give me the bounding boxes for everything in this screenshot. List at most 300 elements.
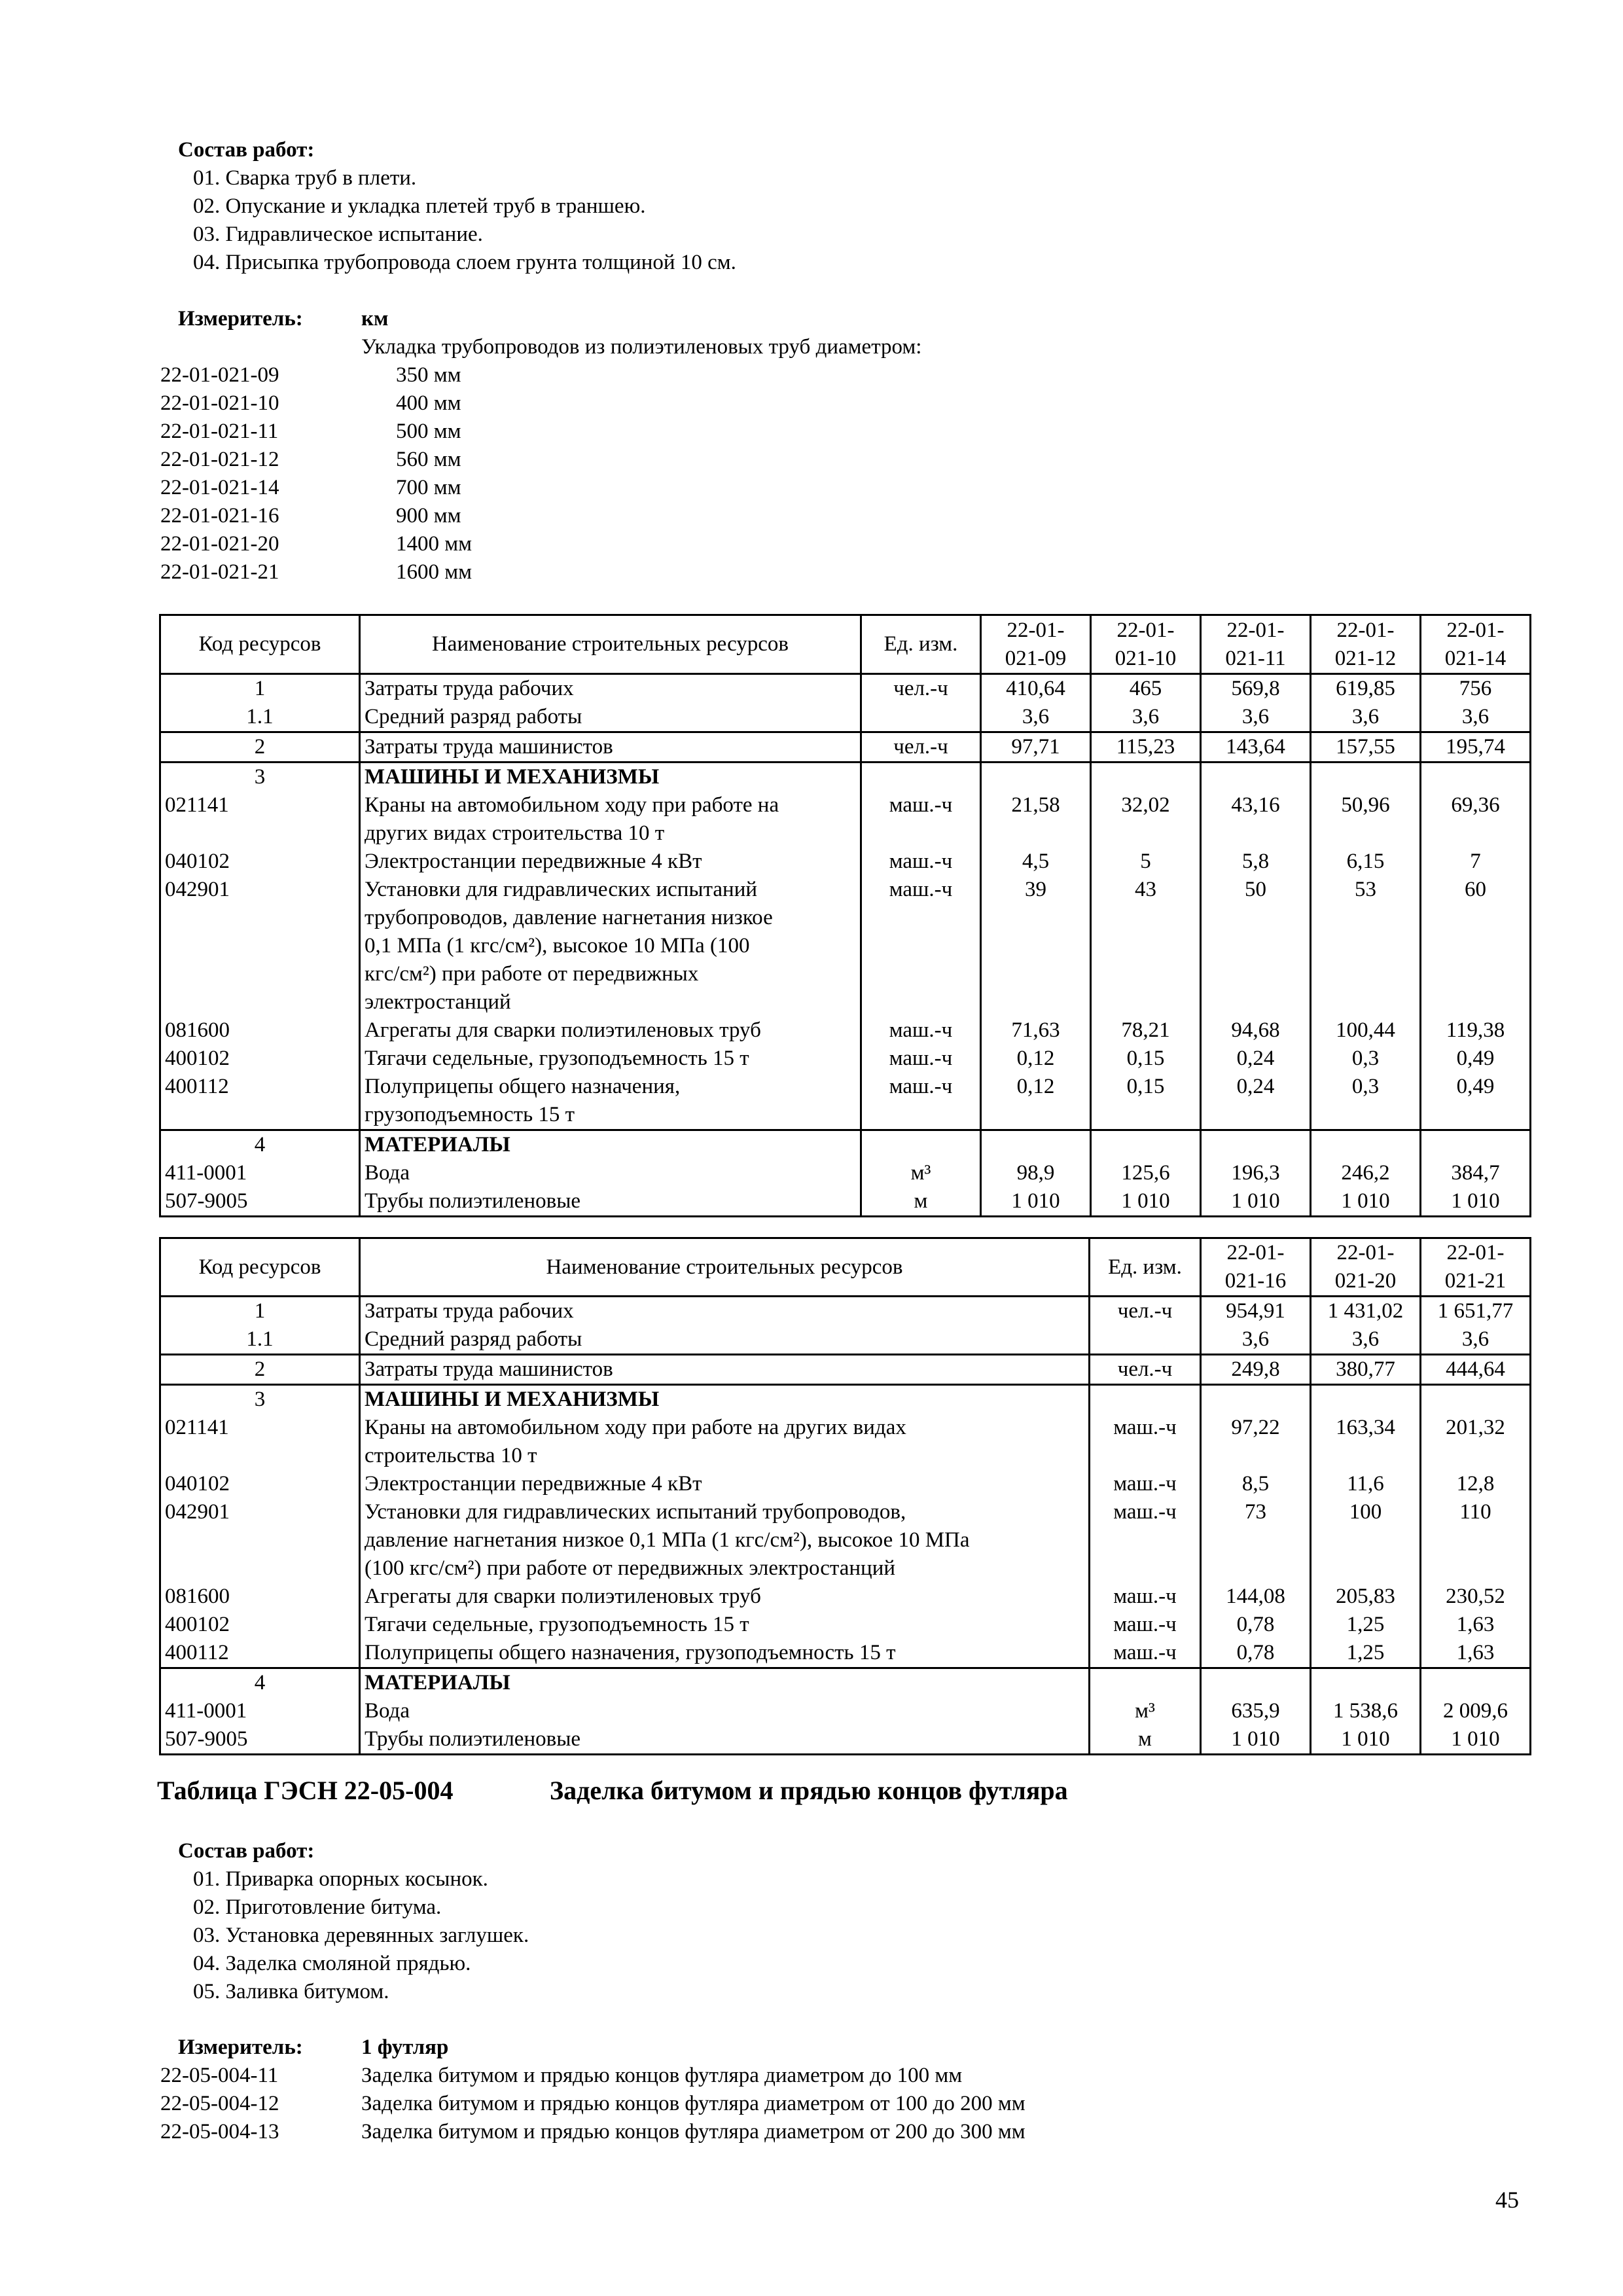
resource-value [1201, 762, 1311, 792]
resource-unit: маш.-ч [1090, 1611, 1201, 1639]
table-row [160, 1016, 1531, 1045]
resource-value: 0,78 [1201, 1639, 1311, 1668]
resource-value: 1 651,77 [1421, 1297, 1531, 1326]
resource-code: 2 [160, 1355, 360, 1385]
resource-value: 465 [1091, 674, 1201, 704]
resource-value [1201, 1130, 1311, 1160]
work-step: 04. Присыпка трубопровода слоем грунта толщиной 10 см. [193, 251, 736, 274]
resource-value: 32,02 [1091, 791, 1201, 848]
resource-name [360, 1725, 1090, 1755]
table-row [160, 1697, 1531, 1725]
resource-value: 97,71 [981, 732, 1091, 762]
header-code: Код ресурсов [160, 1238, 360, 1297]
resource-value: 1,25 [1311, 1639, 1421, 1668]
item-code: 22-05-004-13 [160, 2120, 279, 2144]
resource-name-line: Тягачи седельные, грузоподъемность 15 т [365, 1613, 749, 1636]
item-row [160, 530, 1535, 558]
resource-unit: маш.-ч [861, 1073, 981, 1130]
resource-name-line: Агрегаты для сварки полиэтиленовых труб [365, 1585, 761, 1608]
resource-value: 205,83 [1311, 1583, 1421, 1611]
resource-value: 1 010 [1201, 1725, 1311, 1755]
header-col: 22-01- 021-14 [1421, 615, 1531, 674]
item-code: 22-05-004-12 [160, 2092, 279, 2115]
works-list [160, 1865, 1535, 2006]
resource-name-line: Средний разряд работы [365, 705, 582, 728]
resource-unit: маш.-ч [1090, 1414, 1201, 1470]
resource-name-line: давление нагнетания низкое 0,1 МПа (1 кгс/см²), высокое 10 МПа [365, 1528, 970, 1552]
resource-unit [1090, 1325, 1201, 1355]
header-col: 22-01- 021-09 [981, 615, 1091, 674]
table-row [160, 1725, 1531, 1755]
resource-unit: чел.-ч [861, 732, 981, 762]
resource-value [1421, 1130, 1531, 1160]
resource-value: 12,8 [1421, 1470, 1531, 1498]
resource-name-line: Затраты труда рабочих [365, 677, 574, 700]
resource-name [360, 1045, 861, 1073]
resource-name-line: Установки для гидравлических испытаний [365, 878, 758, 901]
table-row [160, 1668, 1531, 1698]
measure-value: км [361, 307, 389, 331]
resource-code: 400102 [160, 1611, 360, 1639]
resource-value: 0,15 [1091, 1073, 1201, 1130]
resource-value [1421, 762, 1531, 792]
resource-value: 0,12 [981, 1073, 1091, 1130]
item-row [160, 558, 1535, 586]
table-row [160, 1045, 1531, 1073]
resource-value: 0,49 [1421, 1045, 1531, 1073]
resource-name [360, 732, 861, 762]
resource-value: 1 010 [1311, 1725, 1421, 1755]
resource-unit: м³ [861, 1159, 981, 1187]
resource-code: 021141 [160, 1414, 360, 1470]
resource-code: 1.1 [160, 703, 360, 732]
resource-value: 230,52 [1421, 1583, 1531, 1611]
resource-code: 1 [160, 1297, 360, 1326]
resource-name [360, 876, 861, 1016]
resource-unit: маш.-ч [1090, 1583, 1201, 1611]
work-step: 02. Приготовление битума. [193, 1895, 442, 1919]
resource-name [360, 703, 861, 732]
resource-value: 94,68 [1201, 1016, 1311, 1045]
resource-value: 50,96 [1311, 791, 1421, 848]
resource-code: 040102 [160, 1470, 360, 1498]
resource-value: 144,08 [1201, 1583, 1311, 1611]
table-row [160, 848, 1531, 876]
resource-code: 081600 [160, 1016, 360, 1045]
resource-name-line: Затраты труда рабочих [365, 1299, 574, 1323]
header-col: 22-01- 021-20 [1311, 1238, 1421, 1297]
table-row [160, 876, 1531, 1016]
resource-value: 1,63 [1421, 1611, 1531, 1639]
resource-value: 60 [1421, 876, 1531, 1016]
resource-name-line: Трубы полиэтиленовые [365, 1189, 581, 1213]
table-heading [157, 1775, 1068, 1806]
resource-name-line: МАШИНЫ И МЕХАНИЗМЫ [365, 1388, 660, 1411]
resource-unit [861, 762, 981, 792]
resource-unit: м³ [1090, 1697, 1201, 1725]
resource-code: 400102 [160, 1045, 360, 1073]
item-code: 22-01-021-14 [160, 476, 279, 499]
resource-value [1311, 762, 1421, 792]
resource-code: 3 [160, 762, 360, 792]
item-desc: Заделка битумом и прядью концов футляра диаметром от 100 до 200 мм [361, 2092, 1026, 2115]
item-code: 22-01-021-12 [160, 448, 279, 471]
resource-unit [1090, 1385, 1201, 1414]
item-code: 22-05-004-11 [160, 2064, 279, 2087]
resource-name-line: электростанций [365, 990, 511, 1014]
resource-value [1091, 762, 1201, 792]
table-row [160, 1355, 1531, 1385]
measure-label: Измеритель: [178, 2036, 303, 2059]
resource-value [1201, 1668, 1311, 1698]
item-desc: 400 мм [396, 391, 461, 415]
resource-code: 1.1 [160, 1325, 360, 1355]
header-name: Наименование строительных ресурсов [360, 615, 861, 674]
resource-value: 1 431,02 [1311, 1297, 1421, 1326]
item-desc: 350 мм [396, 363, 461, 387]
resource-unit [861, 1130, 981, 1160]
item-row [160, 2118, 1535, 2146]
header-col: 22-01- 021-12 [1311, 615, 1421, 674]
resource-value: 3,6 [1311, 1325, 1421, 1355]
resource-name [360, 1385, 1090, 1414]
resource-unit: маш.-ч [1090, 1498, 1201, 1583]
work-step: 02. Опускание и укладка плетей труб в траншею. [193, 194, 646, 218]
table-label: Таблица ГЭСН 22-05-004 [157, 1776, 454, 1805]
item-code: 22-01-021-20 [160, 532, 279, 556]
resource-value: 115,23 [1091, 732, 1201, 762]
item-row [160, 2090, 1535, 2118]
resource-name-line: Краны на автомобильном ходу при работе на других видах [365, 1416, 906, 1439]
page-number: 45 [1495, 2187, 1519, 2213]
table-row [160, 674, 1531, 704]
resource-value: 125,6 [1091, 1159, 1201, 1187]
measure-section-1 [160, 305, 1535, 586]
resource-name-line: Электростанции передвижные 4 кВт [365, 850, 702, 873]
item-row [160, 361, 1535, 389]
item-code: 22-01-021-10 [160, 391, 279, 415]
item-row [160, 502, 1535, 530]
item-desc: 560 мм [396, 448, 461, 471]
items-intro: Укладка трубопроводов из полиэтиленовых труб диаметром: [361, 335, 922, 359]
resource-name [360, 1159, 861, 1187]
table-row [160, 1325, 1531, 1355]
item-code: 22-01-021-09 [160, 363, 279, 387]
table-row [160, 703, 1531, 732]
item-desc: Заделка битумом и прядью концов футляра диаметром до 100 мм [361, 2064, 963, 2087]
table-row [160, 1385, 1531, 1414]
works-title: Состав работ: [178, 1839, 315, 1863]
table-row [160, 762, 1531, 792]
resource-name [360, 848, 861, 876]
resource-code: 042901 [160, 1498, 360, 1583]
resource-value: 3,6 [1091, 703, 1201, 732]
works-section-2 [160, 1837, 1535, 2006]
table-row [160, 1130, 1531, 1160]
resource-name [360, 762, 861, 792]
resource-value: 43,16 [1201, 791, 1311, 848]
resource-value: 635,9 [1201, 1697, 1311, 1725]
header-col: 22-01- 021-10 [1091, 615, 1201, 674]
resource-value: 163,34 [1311, 1414, 1421, 1470]
item-code: 22-01-021-11 [160, 420, 279, 443]
resource-name [360, 1073, 861, 1130]
header-col: 22-01- 021-21 [1421, 1238, 1531, 1297]
table-row [160, 1583, 1531, 1611]
resource-value: 954,91 [1201, 1297, 1311, 1326]
table-title: Заделка битумом и прядью концов футляра [550, 1776, 1068, 1805]
resource-code: 1 [160, 674, 360, 704]
resource-name [360, 1355, 1090, 1385]
resource-code: 4 [160, 1668, 360, 1698]
resource-value: 5,8 [1201, 848, 1311, 876]
table-row [160, 1297, 1531, 1326]
resource-code: 411-0001 [160, 1697, 360, 1725]
resource-name [360, 791, 861, 848]
works-title: Состав работ: [178, 138, 315, 162]
resource-unit: маш.-ч [1090, 1470, 1201, 1498]
items-list [160, 2062, 1535, 2146]
work-step: 01. Приварка опорных косынок. [193, 1867, 488, 1891]
resource-value: 5 [1091, 848, 1201, 876]
resource-code: 4 [160, 1130, 360, 1160]
table-row [160, 1187, 1531, 1217]
work-step: 04. Заделка смоляной прядью. [193, 1952, 471, 1975]
resource-name-line: Электростанции передвижные 4 кВт [365, 1472, 702, 1496]
resource-unit: маш.-ч [861, 848, 981, 876]
resource-name-line: Тягачи седельные, грузоподъемность 15 т [365, 1047, 749, 1070]
resource-value: 410,64 [981, 674, 1091, 704]
resource-value: 1,63 [1421, 1639, 1531, 1668]
resource-code: 507-9005 [160, 1725, 360, 1755]
works-section-1 [160, 136, 1535, 277]
header-col: 22-01- 021-16 [1201, 1238, 1311, 1297]
resources-table-1 [159, 614, 1531, 1217]
resource-value: 0,24 [1201, 1045, 1311, 1073]
resource-value: 98,9 [981, 1159, 1091, 1187]
resource-name-line: Полуприцепы общего назначения, [365, 1075, 681, 1098]
resource-value: 196,3 [1201, 1159, 1311, 1187]
resource-value: 201,32 [1421, 1414, 1531, 1470]
items-list [160, 361, 1535, 586]
resource-value: 1 010 [1201, 1187, 1311, 1217]
resource-value: 143,64 [1201, 732, 1311, 762]
resource-name-line: кгс/см²) при работе от передвижных [365, 962, 699, 986]
table-row [160, 1498, 1531, 1583]
resource-unit: маш.-ч [861, 876, 981, 1016]
resource-name [360, 1016, 861, 1045]
resource-value: 0,15 [1091, 1045, 1201, 1073]
resource-value: 0,24 [1201, 1073, 1311, 1130]
resource-value: 246,2 [1311, 1159, 1421, 1187]
resource-value: 100,44 [1311, 1016, 1421, 1045]
resource-value [1311, 1130, 1421, 1160]
resource-value [1201, 1385, 1311, 1414]
resource-value: 0,12 [981, 1045, 1091, 1073]
resource-name [360, 1611, 1090, 1639]
resource-value: 3,6 [1201, 1325, 1311, 1355]
header-code: Код ресурсов [160, 615, 360, 674]
resource-name-line: Краны на автомобильном ходу при работе на [365, 793, 779, 817]
resource-value: 3,6 [1421, 1325, 1531, 1355]
resource-name-line: МАШИНЫ И МЕХАНИЗМЫ [365, 765, 660, 789]
resource-unit: м [861, 1187, 981, 1217]
resource-code: 021141 [160, 791, 360, 848]
resource-name [360, 1583, 1090, 1611]
resource-value: 97,22 [1201, 1414, 1311, 1470]
resource-name [360, 1325, 1090, 1355]
resource-value: 380,77 [1311, 1355, 1421, 1385]
resource-value: 21,58 [981, 791, 1091, 848]
resource-name [360, 1187, 861, 1217]
item-row [160, 446, 1535, 474]
resource-value [1421, 1668, 1531, 1698]
item-desc: 1400 мм [396, 532, 473, 556]
resource-value: 0,49 [1421, 1073, 1531, 1130]
resource-name [360, 1130, 861, 1160]
measure-section-2 [160, 2034, 1535, 2146]
item-desc: 700 мм [396, 476, 461, 499]
table-row [160, 732, 1531, 762]
resource-value: 1 010 [1421, 1187, 1531, 1217]
resource-value [1311, 1668, 1421, 1698]
resource-unit: чел.-ч [1090, 1297, 1201, 1326]
item-row [160, 474, 1535, 502]
item-desc: Заделка битумом и прядью концов футляра диаметром от 200 до 300 мм [361, 2120, 1026, 2144]
resource-name [360, 674, 861, 704]
resource-value: 78,21 [1091, 1016, 1201, 1045]
work-step: 01. Сварка труб в плети. [193, 166, 417, 190]
resource-value: 39 [981, 876, 1091, 1016]
resource-code: 400112 [160, 1073, 360, 1130]
resource-name-line: МАТЕРИАЛЫ [365, 1133, 510, 1157]
resource-value: 384,7 [1421, 1159, 1531, 1187]
resource-value: 619,85 [1311, 674, 1421, 704]
resource-code: 2 [160, 732, 360, 762]
resource-value: 0,3 [1311, 1073, 1421, 1130]
resource-name-line: Агрегаты для сварки полиэтиленовых труб [365, 1018, 761, 1042]
resource-name-line: Вода [365, 1699, 410, 1723]
work-step: 03. Установка деревянных заглушек. [193, 1924, 529, 1947]
resource-value: 756 [1421, 674, 1531, 704]
item-desc: 1600 мм [396, 560, 473, 584]
resource-name [360, 1697, 1090, 1725]
resource-name-line: Установки для гидравлических испытаний трубопроводов, [365, 1500, 906, 1524]
resource-code: 411-0001 [160, 1159, 360, 1187]
resource-code: 040102 [160, 848, 360, 876]
item-row [160, 2062, 1535, 2090]
resource-code: 400112 [160, 1639, 360, 1668]
resource-value: 119,38 [1421, 1016, 1531, 1045]
resource-value: 8,5 [1201, 1470, 1311, 1498]
header-name: Наименование строительных ресурсов [360, 1238, 1090, 1297]
resource-unit: маш.-ч [861, 1016, 981, 1045]
resource-value: 7 [1421, 848, 1531, 876]
header-unit: Ед. изм. [1090, 1238, 1201, 1297]
table-row [160, 1414, 1531, 1470]
resource-value: 0,3 [1311, 1045, 1421, 1073]
resource-unit [861, 703, 981, 732]
resource-unit [1090, 1668, 1201, 1698]
table-row [160, 1470, 1531, 1498]
resource-name-line: Средний разряд работы [365, 1327, 582, 1351]
resource-name [360, 1297, 1090, 1326]
resource-unit: маш.-ч [861, 1045, 981, 1073]
resource-unit: м [1090, 1725, 1201, 1755]
item-code: 22-01-021-16 [160, 504, 279, 528]
resource-value: 100 [1311, 1498, 1421, 1583]
header-unit: Ед. изм. [861, 615, 981, 674]
work-step: 05. Заливка битумом. [193, 1980, 389, 2003]
measure-value: 1 футляр [361, 2036, 449, 2059]
resources-table-2 [159, 1237, 1531, 1755]
resource-value: 3,6 [1421, 703, 1531, 732]
resource-name-line: (100 кгс/см²) при работе от передвижных электростанций [365, 1556, 896, 1580]
resource-value [1421, 1385, 1531, 1414]
resource-value: 6,15 [1311, 848, 1421, 876]
item-row [160, 389, 1535, 418]
resource-name-line: грузоподъемность 15 т [365, 1103, 575, 1126]
resource-value: 69,36 [1421, 791, 1531, 848]
resource-value [981, 1130, 1091, 1160]
resource-name [360, 1498, 1090, 1583]
resource-code: 042901 [160, 876, 360, 1016]
item-desc: 900 мм [396, 504, 461, 528]
resource-name [360, 1668, 1090, 1698]
resource-value: 444,64 [1421, 1355, 1531, 1385]
resource-name-line: Затраты труда машинистов [365, 735, 613, 759]
measure-label: Измеритель: [178, 307, 303, 331]
resource-name-line: строительства 10 т [365, 1444, 537, 1467]
resource-value: 569,8 [1201, 674, 1311, 704]
resource-name-line: других видах строительства 10 т [365, 821, 665, 845]
resource-value: 1 538,6 [1311, 1697, 1421, 1725]
resource-value: 110 [1421, 1498, 1531, 1583]
resource-value: 3,6 [981, 703, 1091, 732]
resource-value: 195,74 [1421, 732, 1531, 762]
resource-value: 1 010 [1091, 1187, 1201, 1217]
resource-unit: чел.-ч [861, 674, 981, 704]
resource-value: 1,25 [1311, 1611, 1421, 1639]
table-row [160, 1639, 1531, 1668]
table-row [160, 1611, 1531, 1639]
resource-code: 507-9005 [160, 1187, 360, 1217]
resource-value: 1 010 [1311, 1187, 1421, 1217]
resource-value: 53 [1311, 876, 1421, 1016]
resource-name [360, 1639, 1090, 1668]
resource-name-line: Трубы полиэтиленовые [365, 1727, 581, 1751]
resource-name [360, 1470, 1090, 1498]
resource-value: 249,8 [1201, 1355, 1311, 1385]
resource-value: 2 009,6 [1421, 1697, 1531, 1725]
table-row [160, 791, 1531, 848]
resource-value: 3,6 [1201, 703, 1311, 732]
item-row [160, 418, 1535, 446]
resource-code: 3 [160, 1385, 360, 1414]
resource-value: 1 010 [1421, 1725, 1531, 1755]
resource-unit: чел.-ч [1090, 1355, 1201, 1385]
resource-name-line: 0,1 МПа (1 кгс/см²), высокое 10 МПа (100 [365, 934, 750, 958]
resource-unit: маш.-ч [861, 791, 981, 848]
resource-value: 11,6 [1311, 1470, 1421, 1498]
resource-name-line: МАТЕРИАЛЫ [365, 1671, 510, 1695]
work-step: 03. Гидравлическое испытание. [193, 223, 483, 246]
table-row [160, 1073, 1531, 1130]
resource-value: 71,63 [981, 1016, 1091, 1045]
resource-name-line: Вода [365, 1161, 410, 1185]
resource-value [1091, 1130, 1201, 1160]
header-col: 22-01- 021-11 [1201, 615, 1311, 674]
